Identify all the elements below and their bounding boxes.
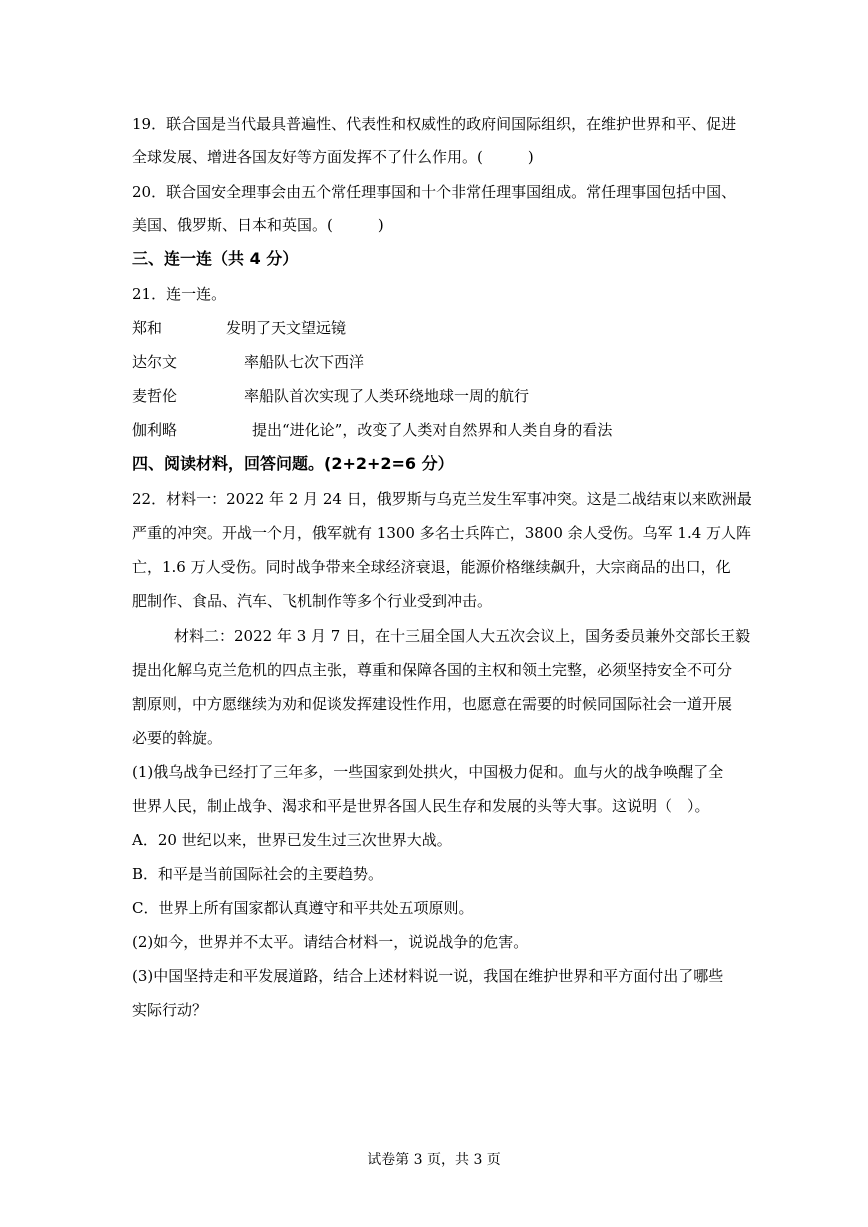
match-right-item: 发明了天文望远镜 (226, 319, 347, 337)
option-c: C．世界上所有国家都认真遵守和平共处五项原则。 (132, 899, 474, 917)
q22-part-3: 实际行动？ (132, 1001, 208, 1019)
match-right-item: 提出“进化论”，改变了人类对自然界和人类自身的看法 (252, 421, 613, 439)
section-3-heading: 三、连一连（共 4 分） (132, 249, 299, 268)
q22-material-1: 亡，1.6 万人受伤。同时战争带来全球经济衰退，能源价格继续飙升，大宗商品的出口，化 (132, 558, 731, 576)
q22-material-2: 提出化解乌克兰危机的四点主张，尊重和保障各国的主权和领土完整，必须坚持安全不可分 (132, 661, 733, 679)
match-left-item: 伽利略 (132, 421, 178, 439)
q22-part-1: 世界人民，制止战争、渴求和平是世界各国人民生存和发展的头等大事。这说明（ ）。 (132, 797, 710, 815)
q22-material-2: 必要的斡旋。 (132, 729, 223, 747)
q22-material-2: 割原则，中方愿继续为劝和促谈发挥建设性作用，也愿意在需要的时候同国际社会一道开展 (132, 695, 733, 713)
q22-part-1: (1)俄乌战争已经打了三年多，一些国家到处拱火，中国极力促和。血与火的战争唤醒了全 (132, 763, 724, 781)
q22-part-2: (2)如今，世界并不太平。请结合材料一，说说战争的危害。 (132, 933, 529, 951)
q22-material-1: 22．材料一：2022 年 2 月 24 日，俄罗斯与乌克兰发生军事冲突。这是二战结束以来欧洲最 (132, 490, 752, 508)
q19-line-2: 全球发展、增进各国友好等方面发挥不了什么作用。( ) (132, 148, 534, 166)
match-left-item: 麦哲伦 (132, 387, 178, 405)
option-a: A．20 世纪以来，世界已发生过三次世界大战。 (132, 831, 452, 849)
q20-line-1: 20．联合国安全理事会由五个常任理事国和十个非常任理事国组成。常任理事国包括中国、 (132, 183, 737, 201)
section-4-heading: 四、阅读材料，回答问题。(2+2+2=6 分） (132, 454, 454, 473)
q19-line-1: 19．联合国是当代最具普遍性、代表性和权威性的政府间国际组织，在维护世界和平、促进 (132, 115, 737, 133)
match-right-item: 率船队七次下西洋 (244, 353, 365, 371)
option-b: B．和平是当前国际社会的主要趋势。 (132, 865, 384, 883)
q22-material-2: 材料二：2022 年 3 月 7 日，在十三届全国人大五次会议上，国务委员兼外交部长王毅 (174, 627, 751, 645)
match-left-item: 郑和 (132, 319, 163, 337)
page-footer: 试卷第 3 页，共 3 页 (367, 1152, 501, 1168)
match-right-item: 率船队首次实现了人类环绕地球一周的航行 (244, 387, 530, 405)
q22-material-1: 严重的冲突。开战一个月，俄军就有 1300 多名士兵阵亡，3800 余人受伤。乌军 1.4 万人阵 (132, 524, 752, 542)
q21-stem: 21．连一连。 (132, 285, 227, 303)
q20-line-2: 美国、俄罗斯、日本和英国。( ) (132, 216, 384, 234)
match-left-item: 达尔文 (132, 353, 178, 371)
q22-part-3: (3)中国坚持走和平发展道路，结合上述材料说一说，我国在维护世界和平方面付出了哪些 (132, 967, 724, 985)
q22-material-1: 肥制作、食品、汽车、飞机制作等多个行业受到冲击。 (132, 592, 493, 610)
